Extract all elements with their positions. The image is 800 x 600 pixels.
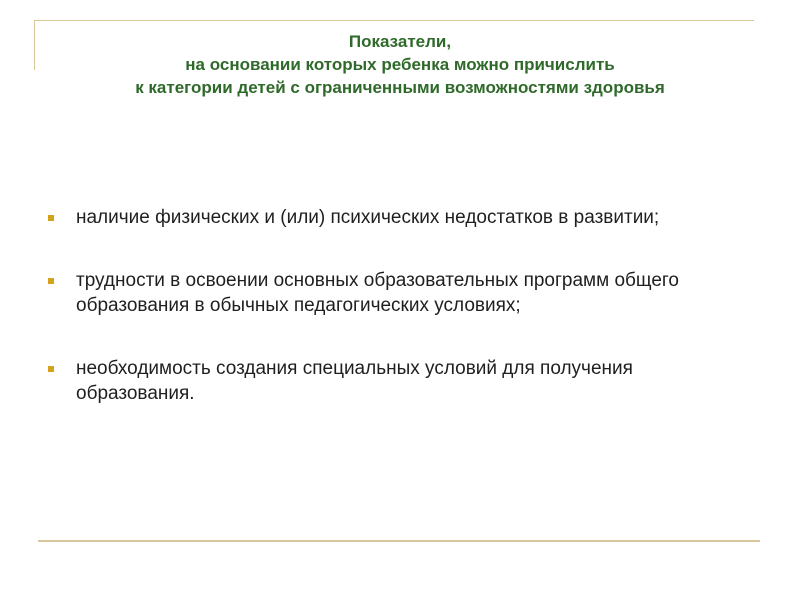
title-line: на основании которых ребенка можно причислить: [185, 55, 615, 74]
list-item: [48, 356, 748, 406]
list-item-text: наличие физических и (или) психических недостатков в развитии;: [76, 207, 660, 228]
bullet-list: [48, 205, 748, 444]
title-line: Показатели,: [348, 32, 452, 51]
list-item-text: необходимость создания специальных условий для получения образования.: [76, 358, 633, 404]
list-item: [48, 205, 748, 230]
list-item-text: трудности в освоении основных образовательных программ общего образования в обычных педагогических условиях;: [76, 270, 679, 316]
bottom-divider: [38, 540, 760, 542]
slide-title: [0, 30, 800, 99]
square-bullet-icon: [48, 278, 54, 284]
top-divider: [34, 20, 754, 21]
square-bullet-icon: [48, 366, 54, 372]
list-item: [48, 268, 748, 318]
title-line: к категории детей с ограниченными возможностями здоровья: [135, 78, 665, 97]
square-bullet-icon: [48, 215, 54, 221]
